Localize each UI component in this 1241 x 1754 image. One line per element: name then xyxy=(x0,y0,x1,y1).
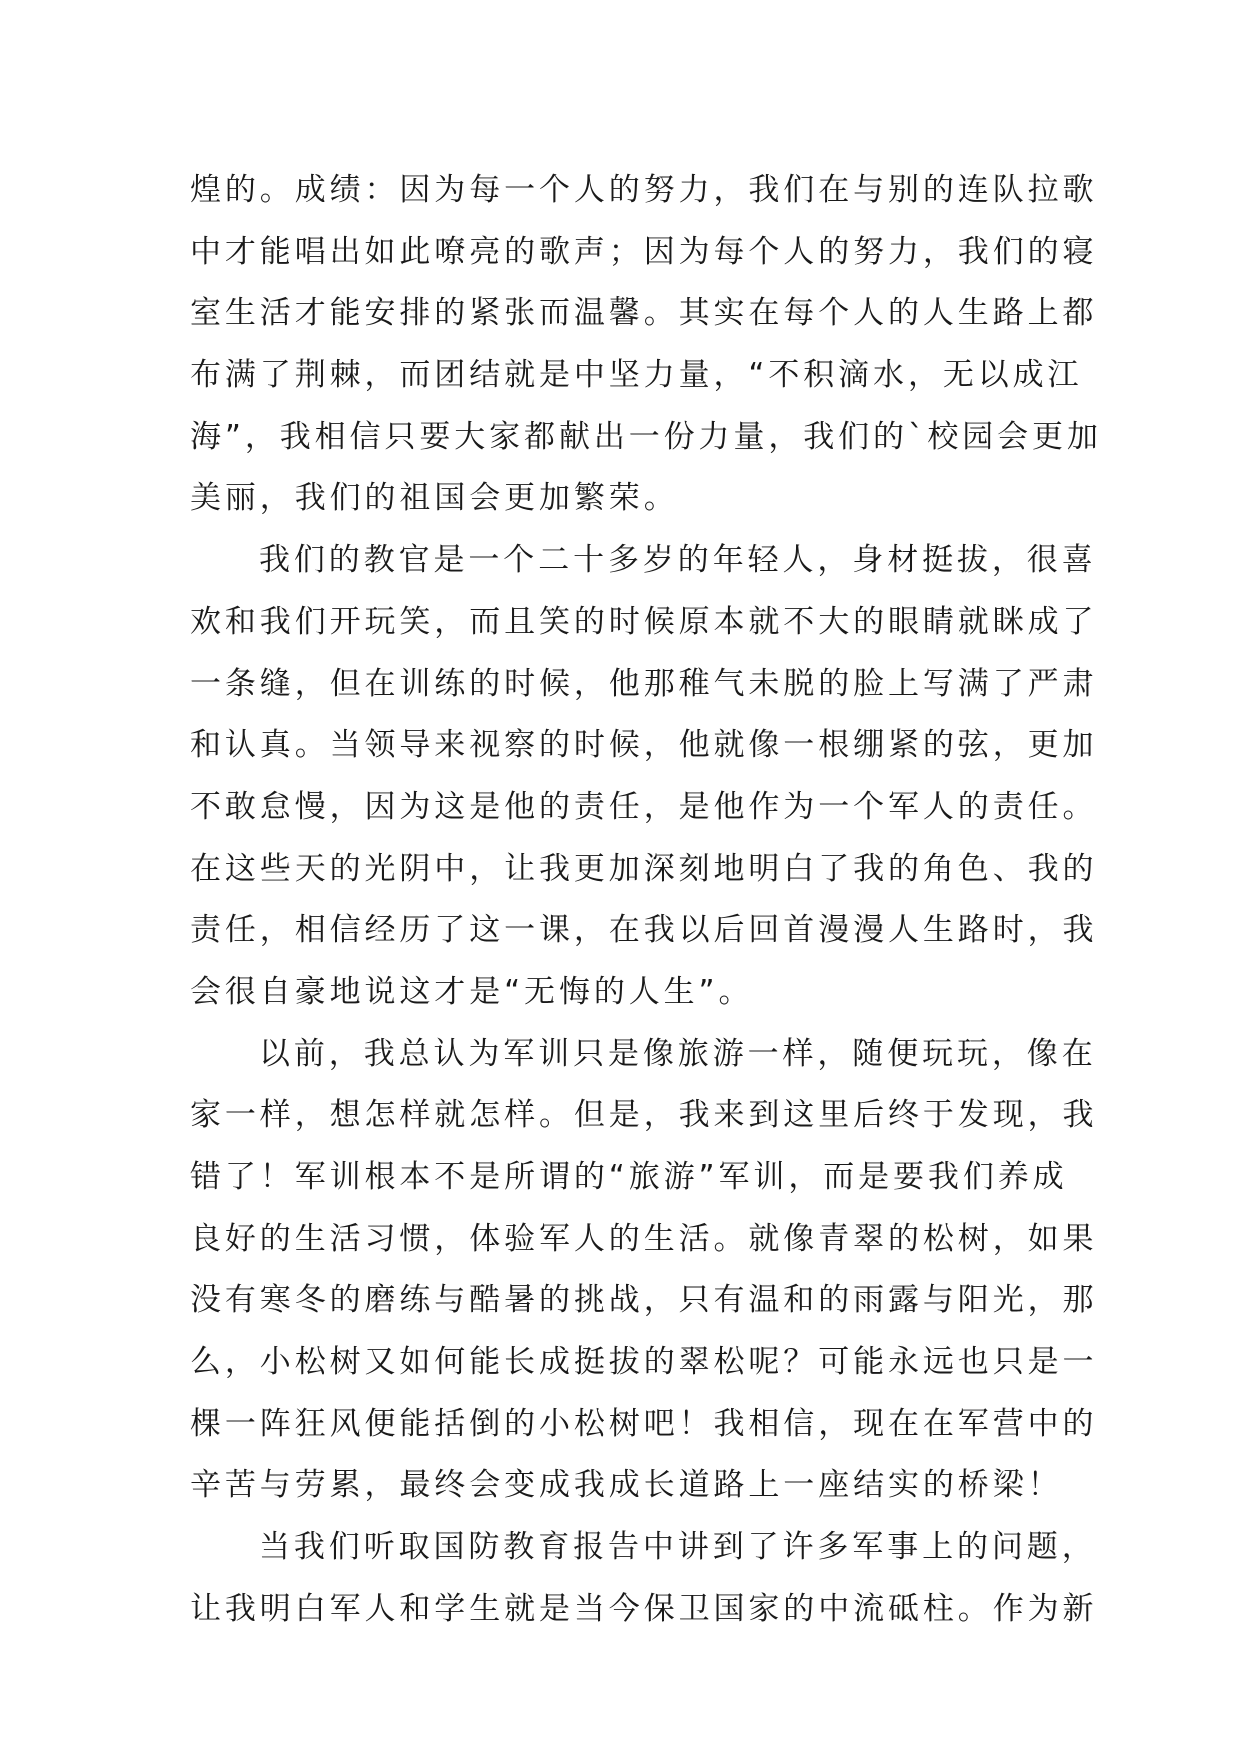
text-line: 会很自豪地说这才是“无悔的人生”。 xyxy=(190,973,754,1010)
text-line: 欢和我们开玩笑，而且笑的时候原本就不大的眼睛就眯成了 xyxy=(190,603,1098,640)
text-line: 责任，相信经历了这一课，在我以后回首漫漫人生路时，我 xyxy=(190,912,1098,949)
text-line: 室生活才能安排的紧张而温馨。其实在每个人的人生路上都 xyxy=(190,295,1098,332)
text-line: 中才能唱出如此嘹亮的歌声；因为每个人的努力，我们的寝 xyxy=(190,233,1098,270)
text-line: 布满了荆棘，而团结就是中坚力量，“不积滴水，无以成江 xyxy=(190,357,1083,394)
text-line: 和认真。当领导来视察的时候，他就像一根绷紧的弦，更加 xyxy=(190,727,1098,764)
text-line: 海”，我相信只要大家都献出一份力量，我们的`校园会更加 xyxy=(190,418,1102,455)
paragraph-first-line: 当我们听取国防教育报告中讲到了许多军事上的问题， xyxy=(259,1529,1097,1566)
text-line: 煌的。成绩：因为每一个人的努力，我们在与别的连队拉歌 xyxy=(190,172,1098,208)
text-line: 辛苦与劳累，最终会变成我成长道路上一座结实的桥梁！ xyxy=(190,1467,1063,1504)
text-line: 棵一阵狂风便能括倒的小松树吧！我相信，现在在军营中的 xyxy=(190,1405,1098,1442)
paragraph-first-line: 以前，我总认为军训只是像旅游一样，随便玩玩，像在 xyxy=(259,1035,1097,1072)
text-line: 美丽，我们的祖国会更加繁荣。 xyxy=(190,480,679,517)
text-line: 不敢怠慢，因为这是他的责任，是他作为一个军人的责任。 xyxy=(190,788,1098,825)
text-line: 让我明白军人和学生就是当今保卫国家的中流砥柱。作为新 xyxy=(190,1590,1098,1627)
text-line: 一条缝，但在训练的时候，他那稚气未脱的脸上写满了严肃 xyxy=(190,665,1098,702)
text-line: 家一样，想怎样就怎样。但是，我来到这里后终于发现，我 xyxy=(190,1097,1098,1134)
text-line: 错了！军训根本不是所谓的“旅游”军训，而是要我们养成 xyxy=(190,1159,1068,1195)
paragraph-first-line: 我们的教官是一个二十多岁的年轻人，身材挺拔，很喜 xyxy=(259,542,1097,579)
body-text xyxy=(190,160,1102,1641)
text-line: 么，小松树又如何能长成挺拔的翠松呢？可能永远也只是一 xyxy=(190,1344,1098,1381)
text-line: 良好的生活习惯，体验军人的生活。就像青翠的松树，如果 xyxy=(190,1220,1098,1257)
text-line: 在这些天的光阴中，让我更加深刻地明白了我的角色、我的 xyxy=(190,850,1098,887)
text-line: 没有寒冬的磨练与酷暑的挑战，只有温和的雨露与阳光，那 xyxy=(190,1282,1098,1319)
